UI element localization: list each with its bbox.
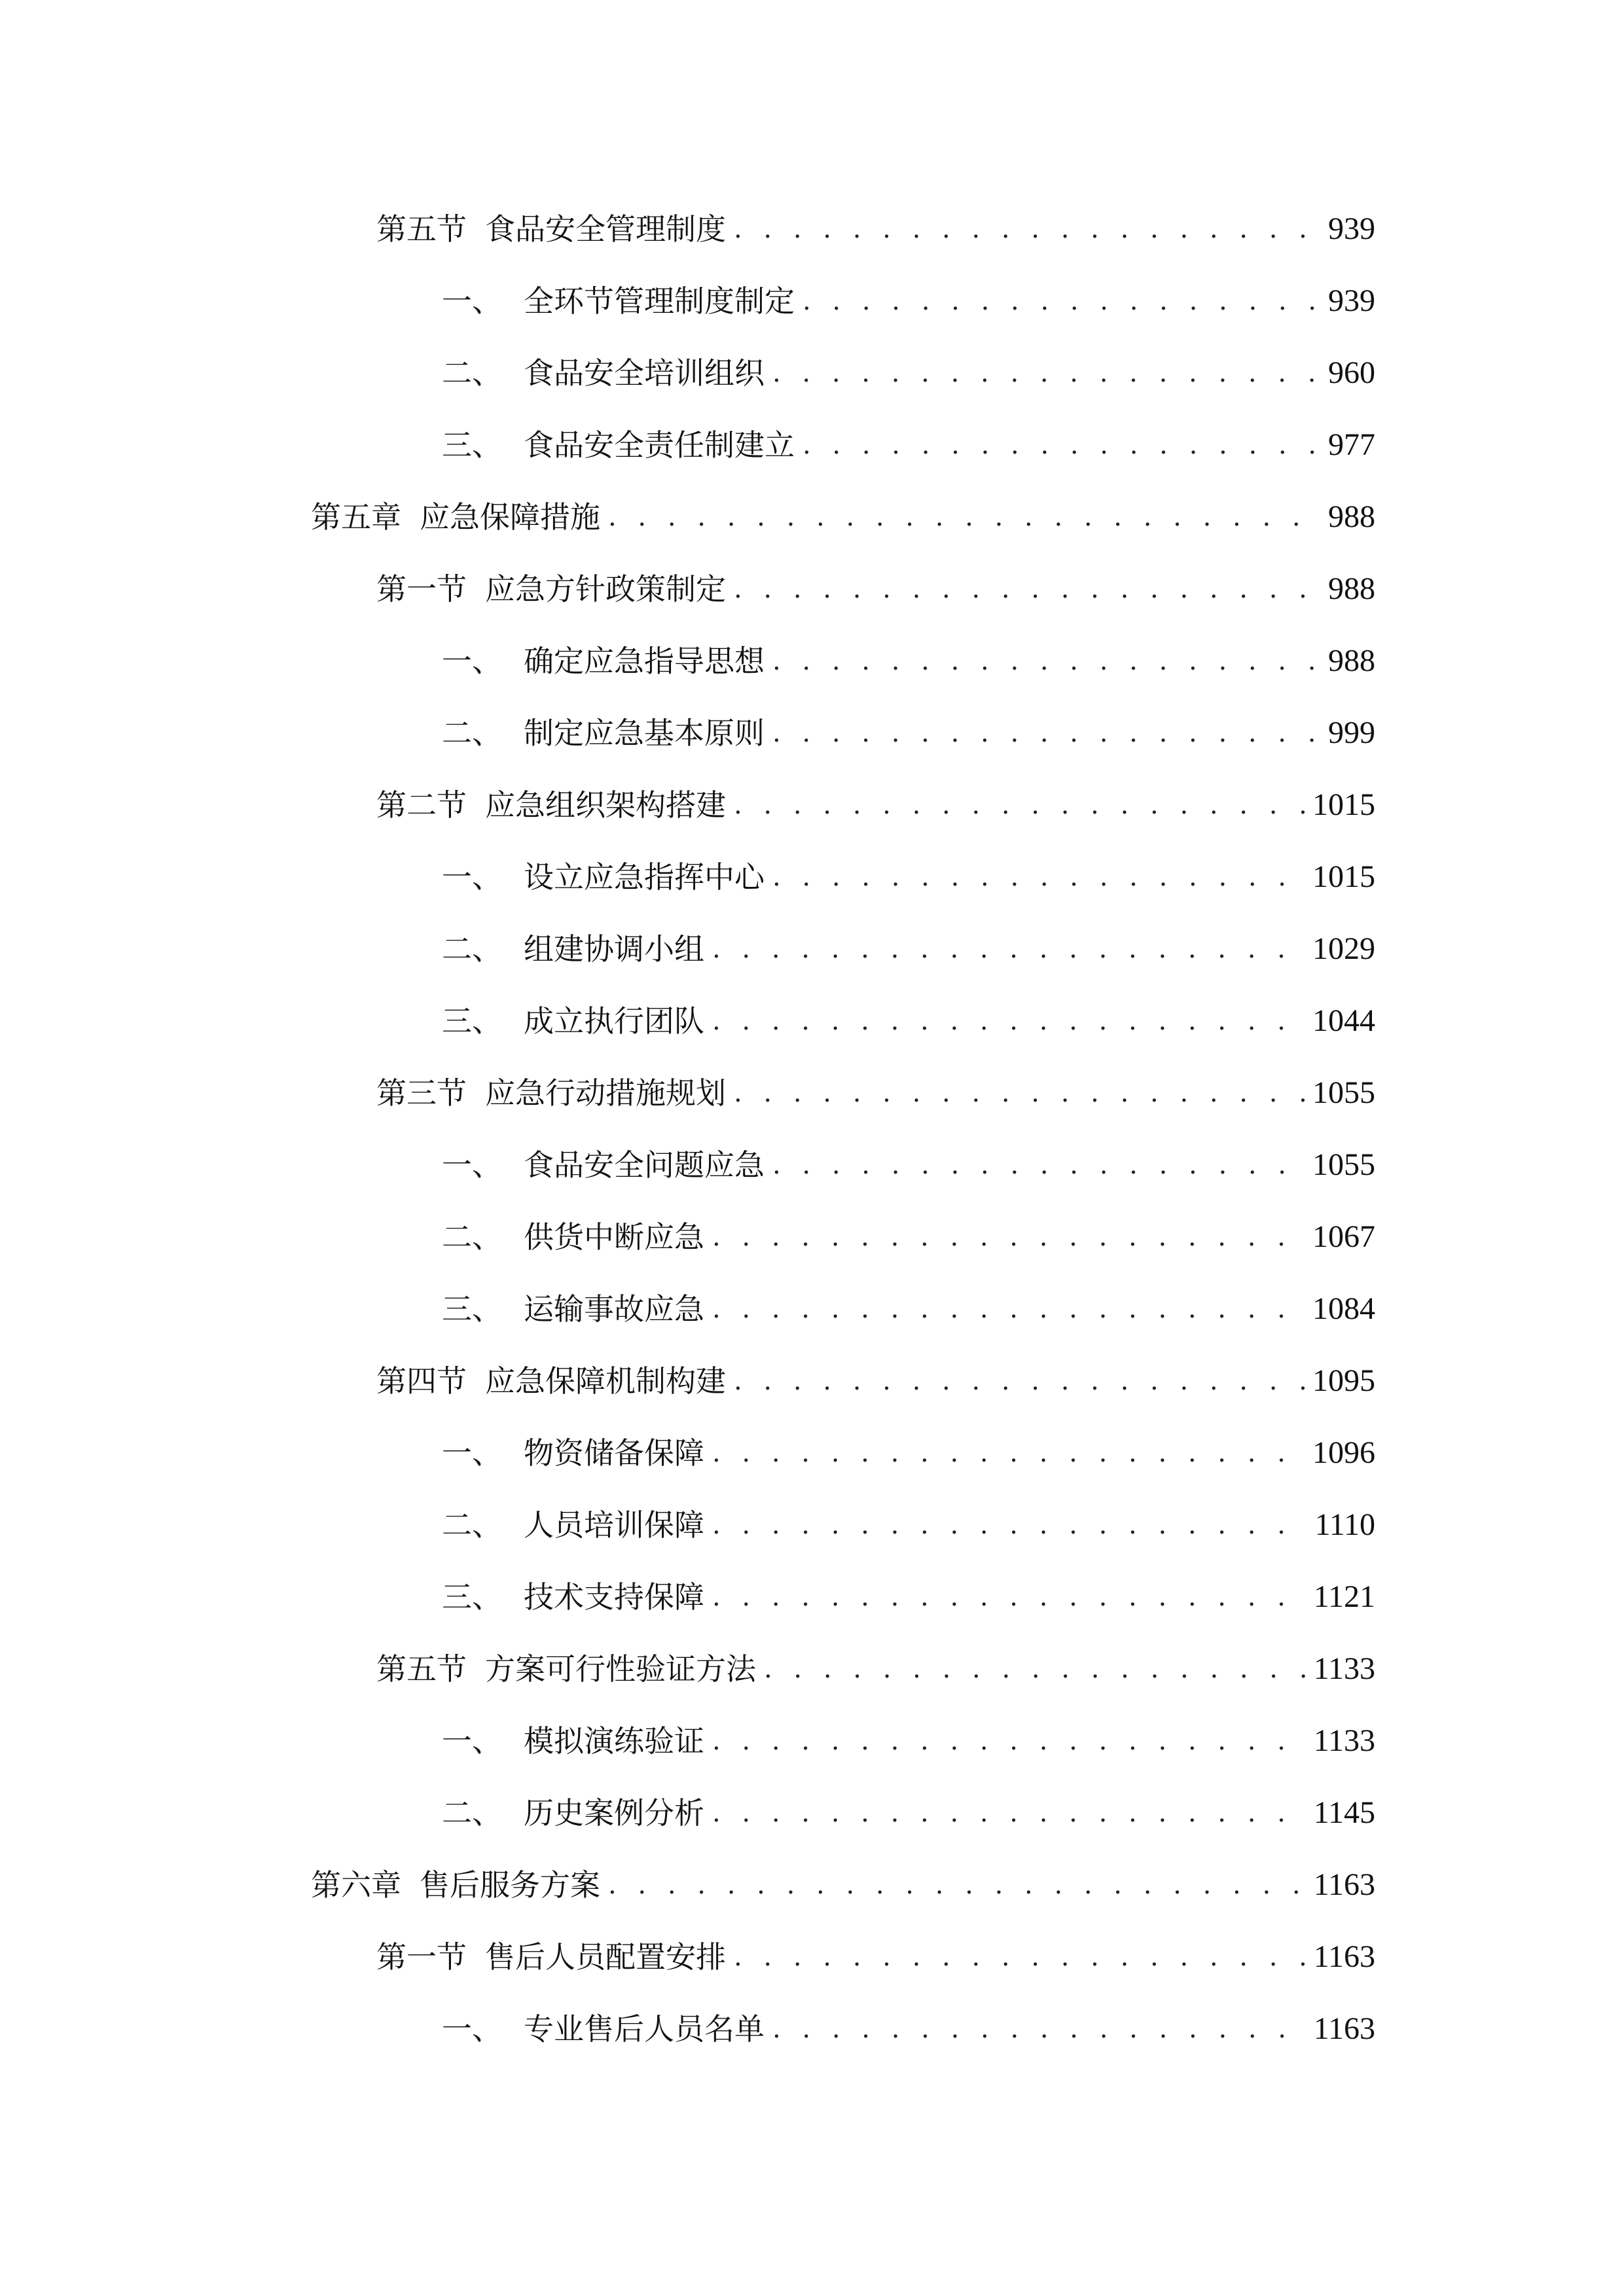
- toc-entry-number: 二、: [442, 355, 502, 391]
- toc-dot-leader: [734, 779, 1305, 831]
- toc-dot-leader: [772, 1139, 1305, 1191]
- toc-entry-number: 第五节: [376, 1651, 467, 1687]
- toc-entry-title: 售后人员配置安排: [485, 1939, 726, 1975]
- toc-entry-title: 确定应急指导思想: [524, 643, 765, 679]
- toc-page-number: 1133: [1313, 1723, 1375, 1758]
- toc-page-number: 988: [1328, 499, 1375, 534]
- toc-entry-number: 一、: [442, 1723, 502, 1759]
- toc-subsection-entry[interactable]: [442, 1571, 1375, 1623]
- toc-page-number: 939: [1328, 211, 1375, 246]
- toc-dot-leader: [712, 1715, 1306, 1767]
- toc-entry-title: 应急行动措施规划: [485, 1075, 726, 1111]
- toc-subsection-entry[interactable]: [442, 635, 1375, 687]
- toc-page-number: 988: [1328, 571, 1375, 606]
- toc-section-entry[interactable]: [376, 1067, 1375, 1119]
- toc-entry-title: 物资储备保障: [524, 1435, 704, 1471]
- toc-dot-leader: [764, 1643, 1306, 1695]
- toc-subsection-entry[interactable]: [442, 995, 1375, 1047]
- toc-dot-leader: [734, 1931, 1306, 1983]
- toc-entry-title: 应急保障措施: [420, 499, 600, 535]
- toc-page-number: 1095: [1312, 1363, 1375, 1398]
- toc-entry-title: 历史案例分析: [524, 1795, 704, 1831]
- toc-subsection-entry[interactable]: [442, 347, 1375, 399]
- toc-subsection-entry[interactable]: [442, 1283, 1375, 1335]
- toc-subsection-entry[interactable]: [442, 1715, 1375, 1767]
- toc-dot-leader: [803, 419, 1320, 471]
- toc-dot-leader: [734, 1355, 1305, 1407]
- toc-dot-leader: [712, 1787, 1306, 1839]
- toc-page-number: 1084: [1312, 1291, 1375, 1326]
- toc-page-number: 988: [1328, 643, 1375, 678]
- toc-entry-title: 方案可行性验证方法: [485, 1651, 756, 1687]
- toc-dot-leader: [803, 275, 1320, 327]
- toc-page-number: 1015: [1312, 787, 1375, 822]
- toc-subsection-entry[interactable]: [442, 1499, 1375, 1551]
- toc-dot-leader: [712, 1427, 1305, 1479]
- toc-dot-leader: [772, 851, 1305, 903]
- toc-subsection-entry[interactable]: [442, 275, 1375, 327]
- toc-dot-leader: [712, 995, 1305, 1047]
- toc-dot-leader: [772, 2003, 1306, 2055]
- toc-entry-number: 三、: [442, 427, 502, 463]
- toc-page-number: 1121: [1313, 1579, 1375, 1614]
- toc-page-number: 1110: [1314, 1507, 1375, 1542]
- toc-subsection-entry[interactable]: [442, 2003, 1375, 2055]
- toc-section-entry[interactable]: [376, 203, 1375, 255]
- toc-dot-leader: [772, 635, 1320, 687]
- toc-entry-number: 二、: [442, 715, 502, 751]
- toc-entry-number: 第四节: [376, 1363, 467, 1399]
- toc-subsection-entry[interactable]: [442, 1787, 1375, 1839]
- toc-subsection-entry[interactable]: [442, 923, 1375, 975]
- toc-entry-title: 人员培训保障: [524, 1507, 704, 1543]
- toc-dot-leader: [772, 707, 1320, 759]
- toc-dot-leader: [712, 1571, 1306, 1623]
- toc-page-number: 1067: [1312, 1219, 1375, 1254]
- toc-page-number: 1029: [1312, 931, 1375, 966]
- toc-entry-number: 第一节: [376, 1939, 467, 1975]
- toc-entry-number: 第二节: [376, 787, 467, 823]
- toc-entry-number: 三、: [442, 1291, 502, 1327]
- toc-page-number: 1145: [1313, 1795, 1375, 1830]
- toc-dot-leader: [712, 923, 1305, 975]
- toc-entry-title: 技术支持保障: [524, 1579, 704, 1615]
- toc-chapter-entry[interactable]: [311, 1859, 1375, 1911]
- toc-page-number: 1055: [1312, 1147, 1375, 1182]
- toc-subsection-entry[interactable]: [442, 851, 1375, 903]
- toc-entry-title: 应急组织架构搭建: [485, 787, 726, 823]
- toc-entry-number: 二、: [442, 1795, 502, 1831]
- toc-entry-title: 食品安全责任制建立: [524, 427, 795, 463]
- toc-entry-title: 专业售后人员名单: [524, 2011, 765, 2047]
- toc-chapter-entry[interactable]: [311, 491, 1375, 543]
- toc-page-number: 1044: [1312, 1003, 1375, 1038]
- toc-entry-number: 第一节: [376, 571, 467, 607]
- toc-subsection-entry[interactable]: [442, 1139, 1375, 1191]
- toc-page-number: 1163: [1313, 1867, 1375, 1902]
- toc-page-number: 1015: [1312, 859, 1375, 894]
- toc-page-number: 1163: [1313, 1939, 1375, 1974]
- toc-section-entry[interactable]: [376, 1931, 1375, 1983]
- toc-entry-title: 食品安全管理制度: [485, 211, 726, 247]
- toc-entry-title: 售后服务方案: [420, 1867, 600, 1903]
- toc-entry-number: 第五章: [311, 499, 401, 535]
- toc-entry-number: 二、: [442, 1507, 502, 1543]
- toc-entry-title: 成立执行团队: [524, 1003, 704, 1039]
- toc-entry-title: 组建协调小组: [524, 931, 704, 967]
- toc-section-entry[interactable]: [376, 779, 1375, 831]
- toc-page-number: 1133: [1313, 1651, 1375, 1686]
- toc-entry-number: 二、: [442, 1219, 502, 1255]
- toc-dot-leader: [712, 1283, 1305, 1335]
- toc-dot-leader: [608, 491, 1320, 543]
- toc-entry-title: 应急保障机制构建: [485, 1363, 726, 1399]
- toc-page-number: 1096: [1312, 1435, 1375, 1470]
- toc-dot-leader: [712, 1211, 1305, 1263]
- toc-entry-title: 制定应急基本原则: [524, 715, 765, 751]
- toc-page-number: 1055: [1312, 1075, 1375, 1110]
- toc-entry-number: 一、: [442, 1435, 502, 1471]
- toc-entry-number: 二、: [442, 931, 502, 967]
- toc-page-number: 1163: [1313, 2011, 1375, 2046]
- toc-subsection-entry[interactable]: [442, 1211, 1375, 1263]
- toc-section-entry[interactable]: [376, 1643, 1375, 1695]
- toc-entry-title: 食品安全培训组织: [524, 355, 765, 391]
- toc-entry-number: 一、: [442, 643, 502, 679]
- toc-subsection-entry[interactable]: [442, 1427, 1375, 1479]
- toc-entry-number: 第五节: [376, 211, 467, 247]
- toc-entry-number: 三、: [442, 1003, 502, 1039]
- toc-entry-title: 食品安全问题应急: [524, 1147, 765, 1183]
- toc-entry-title: 设立应急指挥中心: [524, 859, 765, 895]
- toc-entry-number: 三、: [442, 1579, 502, 1615]
- toc-dot-leader: [608, 1859, 1306, 1911]
- toc-entry-title: 全环节管理制度制定: [524, 283, 795, 319]
- toc-dot-leader: [772, 347, 1320, 399]
- toc-dot-leader: [734, 1067, 1305, 1119]
- toc-page-number: 939: [1328, 283, 1375, 318]
- toc-entry-number: 第三节: [376, 1075, 467, 1111]
- toc-section-entry[interactable]: [376, 1355, 1375, 1407]
- toc-entry-title: 运输事故应急: [524, 1291, 704, 1327]
- toc-entry-title: 供货中断应急: [524, 1219, 704, 1255]
- toc-page-number: 977: [1328, 427, 1375, 462]
- toc-entry-number: 一、: [442, 1147, 502, 1183]
- toc-page-number: 960: [1328, 355, 1375, 390]
- toc-subsection-entry[interactable]: [442, 419, 1375, 471]
- toc-dot-leader: [734, 203, 1320, 255]
- toc-dot-leader: [712, 1499, 1307, 1551]
- toc-entry-number: 第六章: [311, 1867, 401, 1903]
- toc-section-entry[interactable]: [376, 563, 1375, 615]
- toc-entry-title: 模拟演练验证: [524, 1723, 704, 1759]
- toc-entry-number: 一、: [442, 283, 502, 319]
- toc-dot-leader: [734, 563, 1320, 615]
- toc-entry-number: 一、: [442, 2011, 502, 2047]
- toc-subsection-entry[interactable]: [442, 707, 1375, 759]
- toc-entry-number: 一、: [442, 859, 502, 895]
- toc-page-number: 999: [1328, 715, 1375, 750]
- toc-entry-title: 应急方针政策制定: [485, 571, 726, 607]
